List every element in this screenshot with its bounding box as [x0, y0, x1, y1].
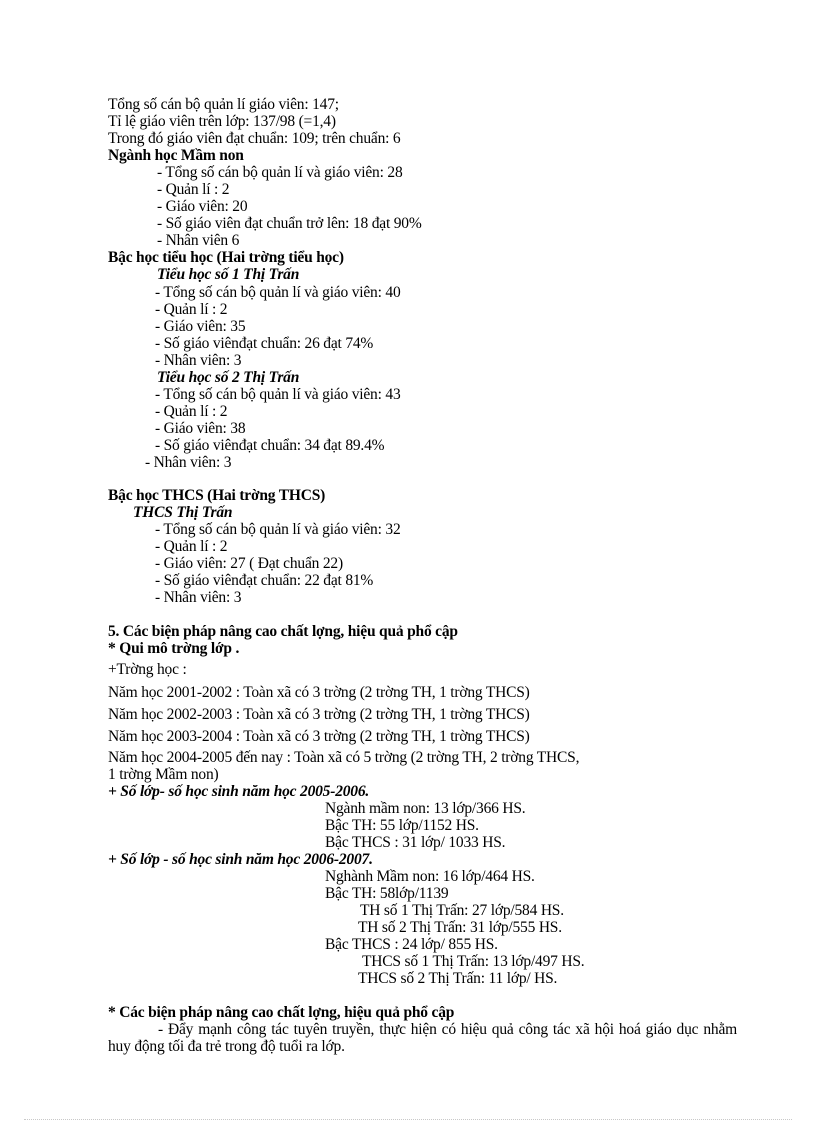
primary-school2-name: Tiểu học số 2 Thị Trấn — [157, 369, 300, 386]
classes-2006-preschool: Nghành Mầm non: 16 lớp/464 HS. — [325, 868, 535, 885]
primary-school1-item: - Giáo viên: 35 — [155, 318, 246, 335]
school-year-line-cont: 1 trờng Mầm non) — [108, 766, 219, 783]
classes-2006-thcs1: THCS số 1 Thị Trấn: 13 lớp/497 HS. — [362, 953, 585, 970]
scale-heading: * Qui mô trờng lớp . — [108, 640, 240, 657]
preschool-item: - Quản lí : 2 — [157, 181, 230, 198]
classes-2005-item: Ngành mầm non: 13 lớp/366 HS. — [325, 800, 526, 817]
page-bottom-rule — [24, 1119, 792, 1120]
primary-school1-name: Tiểu học số 1 Thị Trấn — [157, 266, 300, 283]
primary-school2-item: - Quản lí : 2 — [155, 403, 228, 420]
secondary-school-item: - Số giáo viênđạt chuẩn: 22 đạt 81% — [155, 572, 374, 589]
classes-2005-item: Bậc THCS : 31 lớp/ 1033 HS. — [325, 834, 506, 851]
preschool-item: - Nhân viên 6 — [157, 232, 240, 249]
school-year-line: Năm học 2002-2003 : Toàn xã có 3 trờng (2 trờng TH, 1 trờng THCS) — [108, 706, 530, 723]
classes-2006-heading: + Số lớp - số học sinh năm học 2006-2007. — [108, 851, 373, 868]
secondary-school-item: - Giáo viên: 27 ( Đạt chuẩn 22) — [155, 555, 343, 572]
staff-ratio-line: Tỉ lệ giáo viên trên lớp: 137/98 (=1,4) — [108, 113, 336, 130]
school-year-line: Năm học 2003-2004 : Toàn xã có 3 trờng (2 trờng TH, 1 trờng THCS) — [108, 728, 530, 745]
primary-heading: Bậc học tiểu học (Hai trờng tiểu học) — [108, 249, 344, 266]
classes-2006-th2: TH số 2 Thị Trấn: 31 lớp/555 HS. — [358, 919, 562, 936]
primary-school1-item: - Nhân viên: 3 — [155, 352, 242, 369]
preschool-item: - Giáo viên: 20 — [157, 198, 248, 215]
staff-standard-line: Trong đó giáo viên đạt chuẩn: 109; trên chuẩn: 6 — [108, 130, 401, 147]
secondary-school-item: - Nhân viên: 3 — [155, 589, 242, 606]
school-year-line: Năm học 2004-2005 đến nay : Toàn xã có 5 trờng (2 trờng TH, 2 trờng THCS, — [108, 749, 580, 766]
secondary-school-item: - Tổng số cán bộ quản lí và giáo viên: 32 — [155, 521, 401, 538]
school-year-line: Năm học 2001-2002 : Toàn xã có 3 trờng (2 trờng TH, 1 trờng THCS) — [108, 684, 530, 701]
primary-school2-item: - Giáo viên: 38 — [155, 420, 246, 437]
preschool-item: - Số giáo viên đạt chuẩn trở lên: 18 đạt 90% — [157, 215, 422, 232]
primary-school2-item: - Tổng số cán bộ quản lí và giáo viên: 43 — [155, 386, 401, 403]
staff-total-line: Tổng số cán bộ quản lí giáo viên: 147; — [108, 96, 339, 113]
classes-2005-heading: + Số lớp- số học sinh năm học 2005-2006. — [108, 783, 370, 800]
schools-label: +Trờng học : — [108, 661, 187, 678]
measures-paragraph: - Đẩy mạnh công tác tuyên truyền, thực hiện có hiệu quả công tác xã hội hoá giáo dục nhằm huy động tối đa trẻ trong độ tuổi ra lớp. — [108, 1021, 737, 1055]
classes-2006-primary: Bậc TH: 58lớp/1139 — [325, 885, 449, 902]
primary-school1-item: - Số giáo viênđạt chuẩn: 26 đạt 74% — [155, 335, 374, 352]
secondary-school-name: THCS Thị Trấn — [133, 504, 233, 521]
classes-2006-thcs2: THCS số 2 Thị Trấn: 11 lớp/ HS. — [358, 970, 558, 987]
primary-school1-item: - Tổng số cán bộ quản lí và giáo viên: 40 — [155, 284, 401, 301]
classes-2006-th1: TH số 1 Thị Trấn: 27 lớp/584 HS. — [360, 902, 564, 919]
classes-2005-item: Bậc TH: 55 lớp/1152 HS. — [325, 817, 479, 834]
measures-heading: * Các biện pháp nâng cao chất lợng, hiệu quả phổ cập — [108, 1004, 455, 1021]
section5-heading: 5. Các biện pháp nâng cao chất lợng, hiệu quả phổ cập — [108, 623, 458, 640]
preschool-heading: Ngành học Mầm non — [108, 147, 244, 164]
primary-school2-item: - Số giáo viênđạt chuẩn: 34 đạt 89.4% — [155, 437, 385, 454]
secondary-school-item: - Quản lí : 2 — [155, 538, 228, 555]
primary-school2-item: - Nhân viên: 3 — [145, 454, 232, 471]
classes-2006-thcs: Bậc THCS : 24 lớp/ 855 HS. — [325, 936, 498, 953]
primary-school1-item: - Quản lí : 2 — [155, 301, 228, 318]
preschool-item: - Tổng số cán bộ quản lí và giáo viên: 28 — [157, 164, 403, 181]
secondary-heading: Bậc học THCS (Hai trờng THCS) — [108, 487, 326, 504]
